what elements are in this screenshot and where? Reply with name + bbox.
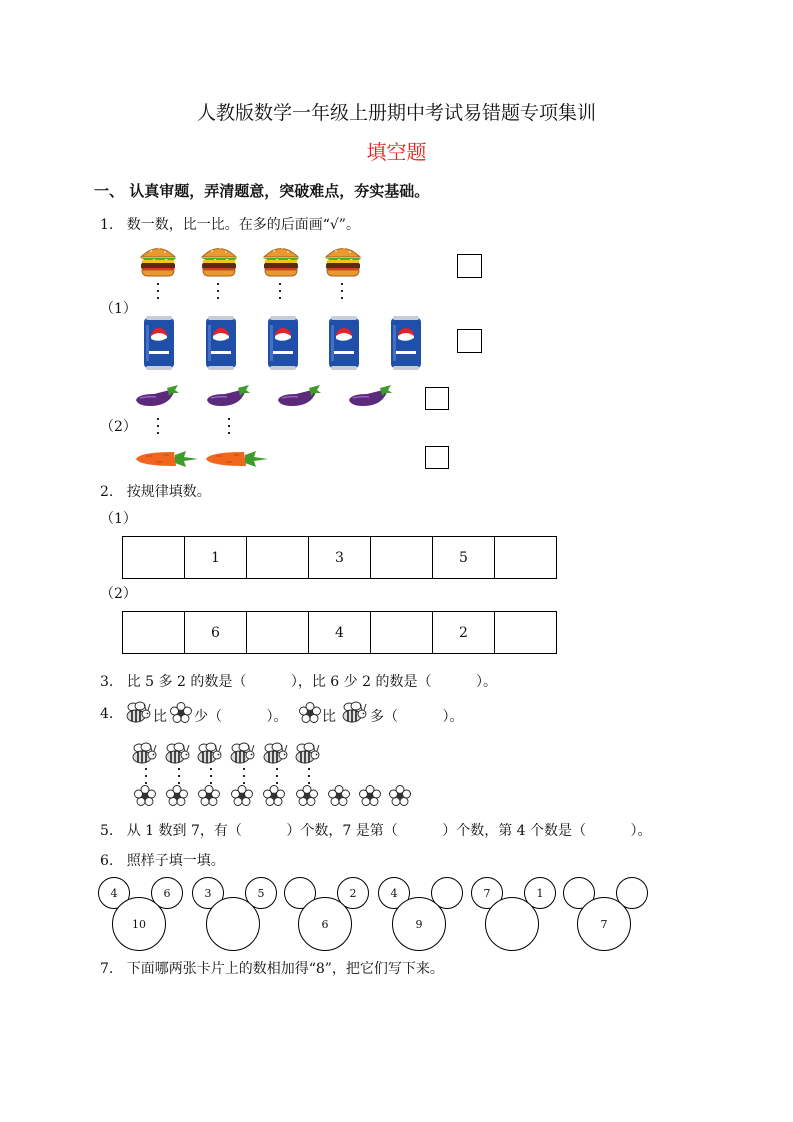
bond-circle-left: 7 — [471, 877, 503, 909]
question-4-bi-2: 比 — [322, 709, 336, 725]
question-1-text: 1. 数一数，比一比。在多的后面画“√”。 — [100, 217, 360, 233]
question-5-text: 5. 从 1 数到 7，有（ ）个数，7 是第（ ）个数，第 4 个数是（ ）。 — [100, 823, 652, 839]
sequence-cell[interactable] — [123, 537, 185, 579]
question-3-text: 3. 比 5 多 2 的数是（ ），比 6 少 2 的数是（ ）。 — [100, 674, 497, 690]
bond-circle-total: 9 — [392, 897, 446, 951]
sequence-cell: 4 — [309, 612, 371, 654]
flower-icon — [389, 785, 411, 811]
bond-circle-total: 10 — [112, 897, 166, 951]
match-dots — [157, 418, 159, 439]
pepsi-can-icon — [327, 315, 361, 375]
sequence-cell[interactable] — [371, 537, 433, 579]
question-7-text: 7. 下面哪两张卡片上的数相加得“8”，把它们写下来。 — [100, 961, 444, 977]
bee-icon — [122, 700, 152, 730]
answer-box-cans[interactable] — [457, 329, 482, 353]
bee-icon — [338, 700, 368, 730]
sequence-cell[interactable] — [247, 537, 309, 579]
carrot-icon — [134, 448, 200, 474]
eggplant-icon — [205, 382, 251, 414]
bond-circle-total[interactable] — [485, 897, 539, 951]
eggplant-icon — [276, 382, 322, 414]
sequence-table-1 — [122, 536, 557, 579]
answer-box-eggplants[interactable] — [425, 387, 449, 410]
sequence-cell[interactable] — [495, 612, 557, 654]
question-4-number: 4. — [100, 706, 114, 722]
carrot-icon — [204, 448, 270, 474]
flower-icon — [296, 785, 318, 811]
burger-icon — [199, 242, 239, 282]
flower-icon — [198, 785, 220, 811]
flower-icon — [166, 785, 188, 811]
sequence-cell[interactable] — [371, 612, 433, 654]
match-dots — [217, 283, 219, 304]
question-4-shao: 少（ ）。 — [194, 709, 288, 725]
bond-circle-right: 6 — [151, 877, 183, 909]
answer-box-burgers[interactable] — [457, 254, 482, 278]
flower-icon — [299, 702, 321, 728]
flower-icon — [170, 702, 192, 728]
page-subtitle: 填空题 — [366, 140, 427, 164]
sequence-cell: 6 — [185, 612, 247, 654]
bond-circle-total: 6 — [298, 897, 352, 951]
bond-circle-right: 5 — [245, 877, 277, 909]
burger-icon — [323, 242, 363, 282]
burger-icon — [138, 242, 178, 282]
eggplant-icon — [347, 382, 393, 414]
match-dots — [157, 283, 159, 304]
sequence-cell[interactable] — [247, 612, 309, 654]
section-heading: 一、 认真审题，弄清题意，突破难点，夯实基础。 — [94, 182, 430, 200]
bee-icon — [259, 741, 289, 771]
sequence-cell: 5 — [433, 537, 495, 579]
pepsi-can-icon — [204, 315, 238, 375]
question-1-label-2: （2） — [100, 419, 137, 435]
question-2-label-1: （1） — [100, 511, 137, 527]
bond-circle-right: 2 — [337, 877, 369, 909]
sequence-cell: 3 — [309, 537, 371, 579]
match-dots — [341, 283, 343, 304]
question-4-bi-1: 比 — [153, 709, 167, 725]
eggplant-icon — [134, 382, 180, 414]
question-2-text: 2. 按规律填数。 — [100, 484, 211, 500]
page-title: 人教版数学一年级上册期中考试易错题专项集训 — [196, 102, 596, 124]
pepsi-can-icon — [142, 315, 176, 375]
bond-circle-total[interactable] — [206, 897, 260, 951]
bee-icon — [193, 741, 223, 771]
sequence-cell: 2 — [433, 612, 495, 654]
sequence-cell[interactable] — [123, 612, 185, 654]
answer-box-carrots[interactable] — [425, 446, 449, 469]
bee-icon — [226, 741, 256, 771]
sequence-cell[interactable] — [495, 537, 557, 579]
question-2-label-2: （2） — [100, 586, 137, 602]
flower-icon — [263, 785, 285, 811]
question-1-label-1: （1） — [100, 301, 137, 317]
question-6-text: 6. 照样子填一填。 — [100, 853, 225, 869]
flower-icon — [134, 785, 156, 811]
flower-icon — [359, 785, 381, 811]
bee-icon — [291, 741, 321, 771]
bond-circle-left: 3 — [192, 877, 224, 909]
match-dots — [279, 283, 281, 304]
sequence-table-2 — [122, 611, 557, 654]
sequence-cell: 1 — [185, 537, 247, 579]
bond-circle-left: 4 — [98, 877, 130, 909]
bond-circle-left: 4 — [378, 877, 410, 909]
match-dots — [228, 418, 230, 439]
bee-icon — [128, 741, 158, 771]
bond-circle-right: 1 — [524, 877, 556, 909]
pepsi-can-icon — [266, 315, 300, 375]
bond-circle-total: 7 — [577, 897, 631, 951]
pepsi-can-icon — [389, 315, 423, 375]
flower-icon — [328, 785, 350, 811]
bee-icon — [161, 741, 191, 771]
burger-icon — [261, 242, 301, 282]
question-4-duo: 多（ ）。 — [370, 709, 464, 725]
flower-icon — [231, 785, 253, 811]
